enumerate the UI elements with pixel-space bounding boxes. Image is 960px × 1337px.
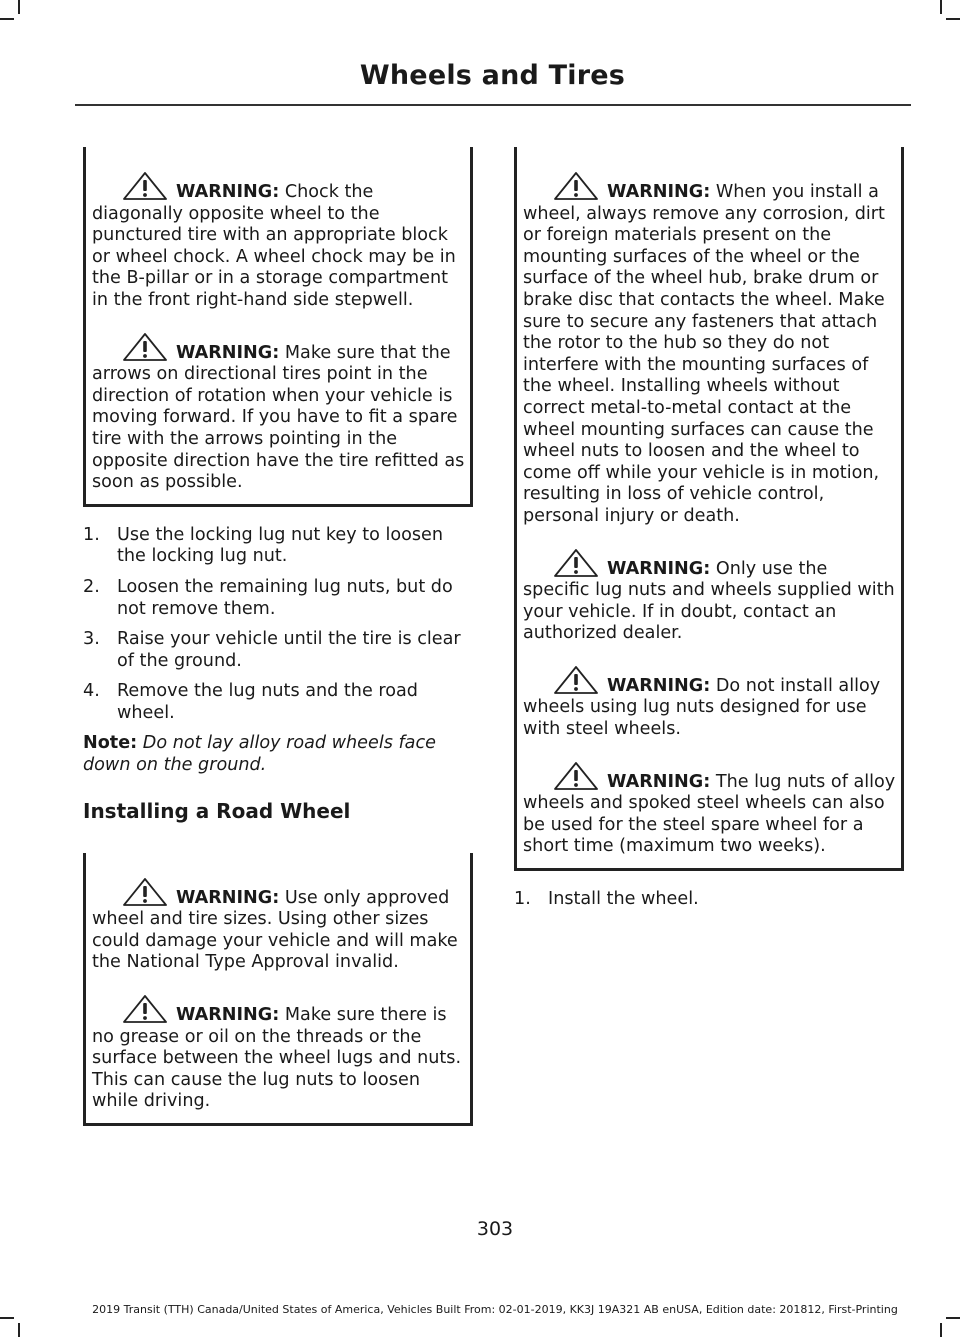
crop-mark	[0, 1317, 14, 1319]
page-number: 303	[476, 1218, 514, 1240]
warning-item	[92, 994, 465, 1113]
warning-label: WARNING:	[176, 182, 280, 202]
right-column	[514, 147, 904, 920]
warning-triangle-icon	[122, 994, 168, 1024]
warning-text: Do not install alloy wheels using lug nuts designed for use with steel wheels.	[523, 675, 881, 740]
step-text: Use the locking lug nut key to loosen the locking lug nut.	[117, 524, 444, 567]
warning-item	[92, 171, 465, 312]
warning-triangle-icon	[122, 332, 168, 362]
warning-label: WARNING:	[607, 182, 711, 202]
step-text: Loosen the remaining lug nuts, but do not remove them.	[117, 576, 453, 619]
step-text: Remove the lug nuts and the road wheel.	[117, 681, 418, 723]
warning-label: WARNING:	[176, 342, 280, 363]
note-text: Do not lay alloy road wheels face down on the ground.	[83, 733, 436, 776]
left-column	[83, 147, 473, 1126]
warning-label: WARNING:	[607, 675, 711, 696]
step-text: Install the wheel.	[548, 889, 699, 910]
warning-triangle-icon	[553, 548, 599, 578]
warning-label: WARNING:	[607, 771, 711, 792]
step-number: 1.	[83, 524, 100, 545]
warning-text: Use only approved wheel and tire sizes. Using other sizes could damage your vehicle and will make the National Type Approval invalid.	[92, 887, 458, 973]
step-number: 4.	[83, 681, 100, 702]
procedure-steps	[514, 889, 904, 911]
warning-item	[523, 665, 896, 741]
warning-triangle-icon	[122, 171, 168, 201]
crop-mark	[18, 1323, 20, 1337]
header-rule	[75, 104, 911, 106]
warning-box	[83, 853, 473, 1126]
warning-text: When you install a wheel, always remove any corrosion, dirt or foreign materials present on the mounting surfaces of the wheel or the surface of the wheel hub, brake drum or brake disc that contacts the wheel. Make sure to secure any fasteners that attach the rotor to the hub so they do not interfere with the mounting surfaces of the wheel. Installing wheels without correct metal-to-metal contact at the wheel mounting surfaces can cause the wheel nuts to loosen and the wheel to come off while your vehicle is in motion, resulting in loss of vehicle control, personal injury or death.	[523, 182, 885, 526]
warning-text: Make sure there is no grease or oil on the threads or the surface between the wheel lugs and nuts. This can cause the lug nuts to loosen while driving.	[92, 1005, 462, 1112]
procedure-steps	[83, 525, 473, 725]
crop-mark	[940, 1323, 942, 1337]
note-label: Note:	[83, 733, 138, 754]
warning-item	[523, 171, 896, 528]
warning-item	[523, 548, 896, 645]
step-text: Raise your vehicle until the tire is clear of the ground.	[117, 629, 461, 671]
warning-text: Chock the diagonally opposite wheel to the punctured tire with an appropriate block or wheel chock. A wheel chock may be in the B-pillar or in a storage compartment in the front right-hand side stepwell.	[92, 182, 456, 310]
warning-text: The lug nuts of alloy wheels and spoked steel wheels can also be used for the steel spare wheel for a short time (maximum two weeks).	[523, 771, 896, 857]
list-item	[83, 629, 473, 672]
warning-item	[92, 877, 465, 974]
step-number: 1.	[514, 889, 531, 910]
warning-triangle-icon	[553, 665, 599, 695]
warning-label: WARNING:	[607, 558, 711, 579]
note	[83, 733, 473, 776]
crop-mark	[0, 18, 14, 20]
list-item	[83, 577, 473, 620]
warning-item	[523, 761, 896, 858]
warning-text: Make sure that the arrows on directional tires point in the direction of rotation when your vehicle is moving forward. If you have to fit a spare tire with the arrows pointing in the opposite direction have the tire refitted as soon as possible.	[92, 342, 465, 493]
step-number: 2.	[83, 576, 100, 597]
list-item	[83, 525, 473, 568]
crop-mark	[946, 18, 960, 20]
warning-triangle-icon	[122, 877, 168, 907]
list-item	[514, 889, 904, 911]
section-heading: Installing a Road Wheel	[83, 798, 351, 823]
crop-mark	[18, 0, 20, 14]
list-item	[83, 681, 473, 724]
warning-box	[83, 147, 473, 507]
warning-triangle-icon	[553, 171, 599, 201]
crop-mark	[946, 1317, 960, 1319]
warning-text: Only use the specific lug nuts and wheels supplied with your vehicle. If in doubt, contact an authorized dealer.	[523, 558, 895, 644]
page-title: Wheels and Tires	[359, 60, 625, 91]
warning-box	[514, 147, 904, 871]
crop-mark	[940, 0, 942, 14]
warning-label: WARNING:	[176, 1005, 280, 1026]
step-number: 3.	[83, 629, 100, 650]
warning-item	[92, 332, 465, 494]
warning-label: WARNING:	[176, 887, 280, 908]
footer-text: 2019 Transit (TTH) Canada/United States of America, Vehicles Built From: 02-01-2019, KK3J 19A321 AB enUSA, Edition date: 201812, First-Printing	[92, 1303, 898, 1316]
warning-triangle-icon	[553, 761, 599, 791]
